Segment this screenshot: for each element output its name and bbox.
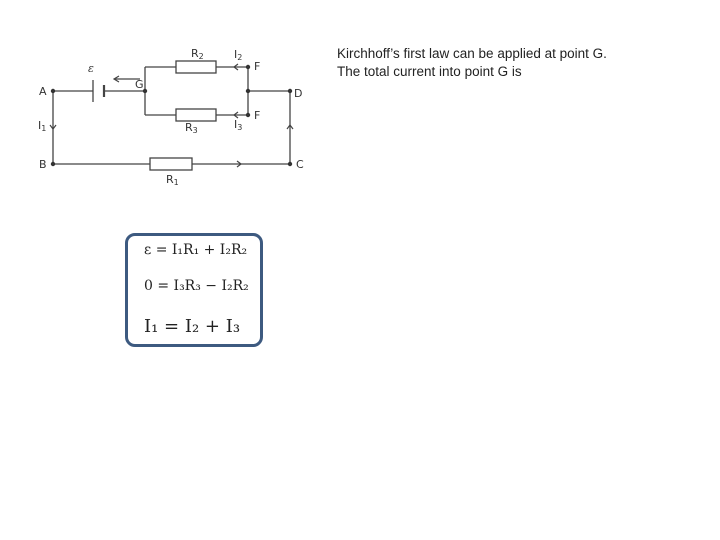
label-i3-sub: 3 <box>237 123 243 132</box>
label-emf: ε <box>88 62 94 75</box>
label-i1-sub: 1 <box>41 124 47 133</box>
label-f-mid: F <box>254 109 261 122</box>
equation-loop-1: ε = I₁R₁ + I₂R₂ <box>144 242 248 258</box>
node-f-lower <box>246 113 250 117</box>
label-d: D <box>294 87 303 100</box>
resistor-r3 <box>176 109 216 121</box>
question-line-1: Kirchhoff’s first law can be applied at point G. <box>337 46 607 61</box>
question-text <box>337 45 697 81</box>
label-g: G <box>135 78 144 91</box>
resistor-r1 <box>150 158 192 170</box>
label-b: B <box>39 158 47 171</box>
circuit-diagram <box>0 0 330 200</box>
equations-box <box>125 233 263 347</box>
node-a <box>51 89 55 93</box>
node-f-mid <box>246 89 250 93</box>
node-d <box>288 89 292 93</box>
label-i1: I1 <box>38 119 47 133</box>
equation-junction: I₁ = I₂ + I₃ <box>144 316 241 337</box>
label-f-top: F <box>254 60 261 73</box>
label-r1: R1 <box>166 173 179 187</box>
label-r3: R3 <box>185 121 198 135</box>
equation-loop-2: 0 = I₃R₃ − I₂R₂ <box>144 278 249 294</box>
label-r2: R2 <box>191 47 204 61</box>
label-r3-sub: 3 <box>192 126 198 135</box>
label-a: A <box>39 85 47 98</box>
label-r2-sub: 2 <box>198 52 204 61</box>
label-r1-sub: 1 <box>173 178 179 187</box>
resistor-r2 <box>176 61 216 73</box>
question-line-2: The total current into point G is <box>337 64 522 79</box>
node-f-top <box>246 65 250 69</box>
label-i2: I2 <box>234 48 243 62</box>
label-i3: I3 <box>234 118 243 132</box>
label-c: C <box>296 158 304 171</box>
node-c <box>288 162 292 166</box>
label-i2-sub: 2 <box>237 53 243 62</box>
node-b <box>51 162 55 166</box>
